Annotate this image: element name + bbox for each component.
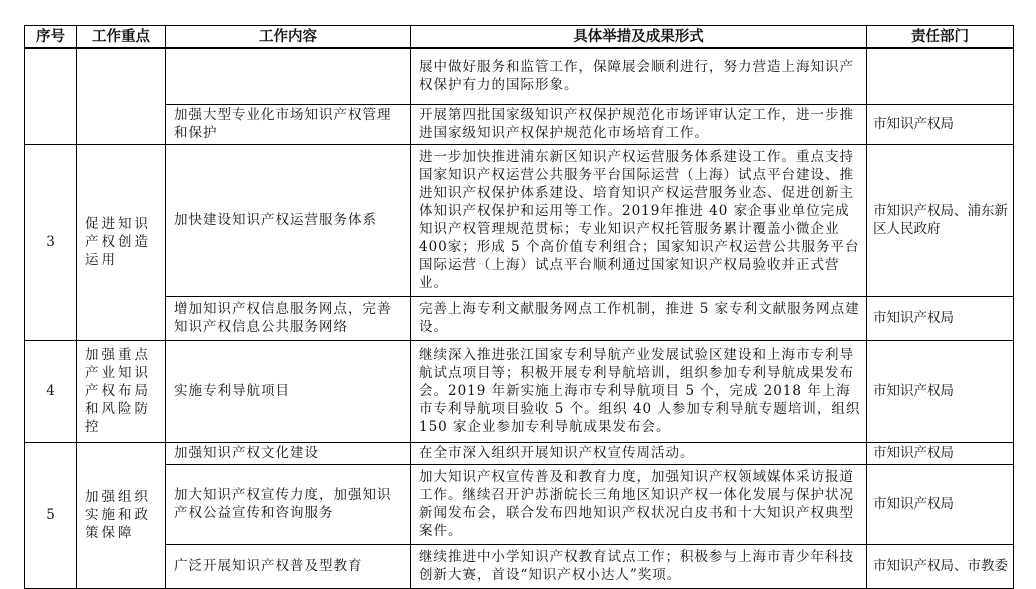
cell-measures: 完善上海专利文献服务网点工作机制，推进 5 家专利文献服务网点建设。	[411, 296, 867, 340]
cell-content: 加大知识产权宣传力度，加强知识产权公益宣传和咨询服务	[166, 464, 411, 544]
cell-dept: 市知识产权局	[867, 340, 1014, 442]
header-seq: 序号	[25, 26, 77, 49]
cell-dept: 市知识产权局、浦东新区人民政府	[867, 144, 1014, 296]
table-row	[25, 144, 1014, 296]
cell-focus	[77, 48, 166, 144]
header-focus: 工作重点	[77, 26, 166, 49]
table-row	[25, 48, 1014, 104]
table-row	[25, 296, 1014, 340]
cell-focus: 加强重点产业知识产权布局和风险防控	[77, 340, 166, 442]
header-content: 工作内容	[166, 26, 411, 49]
table-row	[25, 544, 1014, 588]
cell-content: 加快建设知识产权运营服务体系	[166, 144, 411, 296]
cell-dept: 市知识产权局、市教委	[867, 544, 1014, 588]
cell-focus: 促进知识产权创造运用	[77, 144, 166, 340]
cell-measures: 继续深入推进张江国家专利导航产业发展试验区建设和上海市专利导航试点项目等；积极开展专利导航培训，组织参加专利导航成果发布会。2019 年新实施上海市专利导航项目 5 个，完成 2018 年上海市专利导航项目验收 5 个。组织 40 人参加专利导航专题培训，组织 150 家企业参加专利导航成果发布会。	[411, 340, 867, 442]
header-measures: 具体举措及成果形式	[411, 26, 867, 49]
cell-measures: 在全市深入组织开展知识产权宣传周活动。	[411, 442, 867, 464]
cell-content: 实施专利导航项目	[166, 340, 411, 442]
table-header-row	[25, 26, 1014, 49]
cell-seq	[25, 48, 77, 144]
cell-dept	[867, 48, 1014, 104]
cell-content: 广泛开展知识产权普及型教育	[166, 544, 411, 588]
cell-dept: 市知识产权局	[867, 442, 1014, 464]
cell-measures: 继续推进中小学知识产权教育试点工作；积极参与上海市青少年科技创新大赛，首设“知识产权小达人”奖项。	[411, 544, 867, 588]
table-row	[25, 464, 1014, 544]
cell-dept: 市知识产权局	[867, 464, 1014, 544]
cell-dept: 市知识产权局	[867, 296, 1014, 340]
cell-seq: 4	[25, 340, 77, 442]
cell-seq: 5	[25, 442, 77, 588]
header-dept: 责任部门	[867, 26, 1014, 49]
cell-seq: 3	[25, 144, 77, 340]
cell-measures: 开展第四批国家级知识产权保护规范化市场评审认定工作，进一步推进国家级知识产权保护规范化市场培育工作。	[411, 104, 867, 144]
cell-content	[166, 48, 411, 104]
table-row	[25, 442, 1014, 464]
cell-measures: 加大知识产权宣传普及和教育力度，加强知识产权领域媒体采访报道工作。继续召开沪苏浙皖长三角地区知识产权一体化发展与保护状况新闻发布会，联合发布四地知识产权状况白皮书和十大知识产权典型案件。	[411, 464, 867, 544]
work-plan-table	[24, 25, 1014, 589]
document-page	[24, 25, 1014, 589]
cell-dept: 市知识产权局	[867, 104, 1014, 144]
cell-content: 增加知识产权信息服务网点，完善知识产权信息公共服务网络	[166, 296, 411, 340]
cell-content: 加强知识产权文化建设	[166, 442, 411, 464]
table-row	[25, 340, 1014, 442]
cell-content: 加强大型专业化市场知识产权管理和保护	[166, 104, 411, 144]
cell-measures: 进一步加快推进浦东新区知识产权运营服务体系建设工作。重点支持国家知识产权运营公共服务平台国际运营（上海）试点平台建设、推进知识产权保护体系建设、培育知识产权运营服务业态、促进创新主体知识产权保护和运用等工作。2019年推进 40 家企事业单位完成知识产权管理规范贯标；专业知识产权托管服务累计覆盖小微企业 400家；形成 5 个高价值专利组合；国家知识产权运营公共服务平台国际运营（上海）试点平台顺利通过国家知识产权局验收并正式营业。	[411, 144, 867, 296]
table-row	[25, 104, 1014, 144]
cell-measures: 展中做好服务和监管工作，保障展会顺利进行，努力营造上海知识产权保护有力的国际形象。	[411, 48, 867, 104]
cell-focus: 加强组织实施和政策保障	[77, 442, 166, 588]
